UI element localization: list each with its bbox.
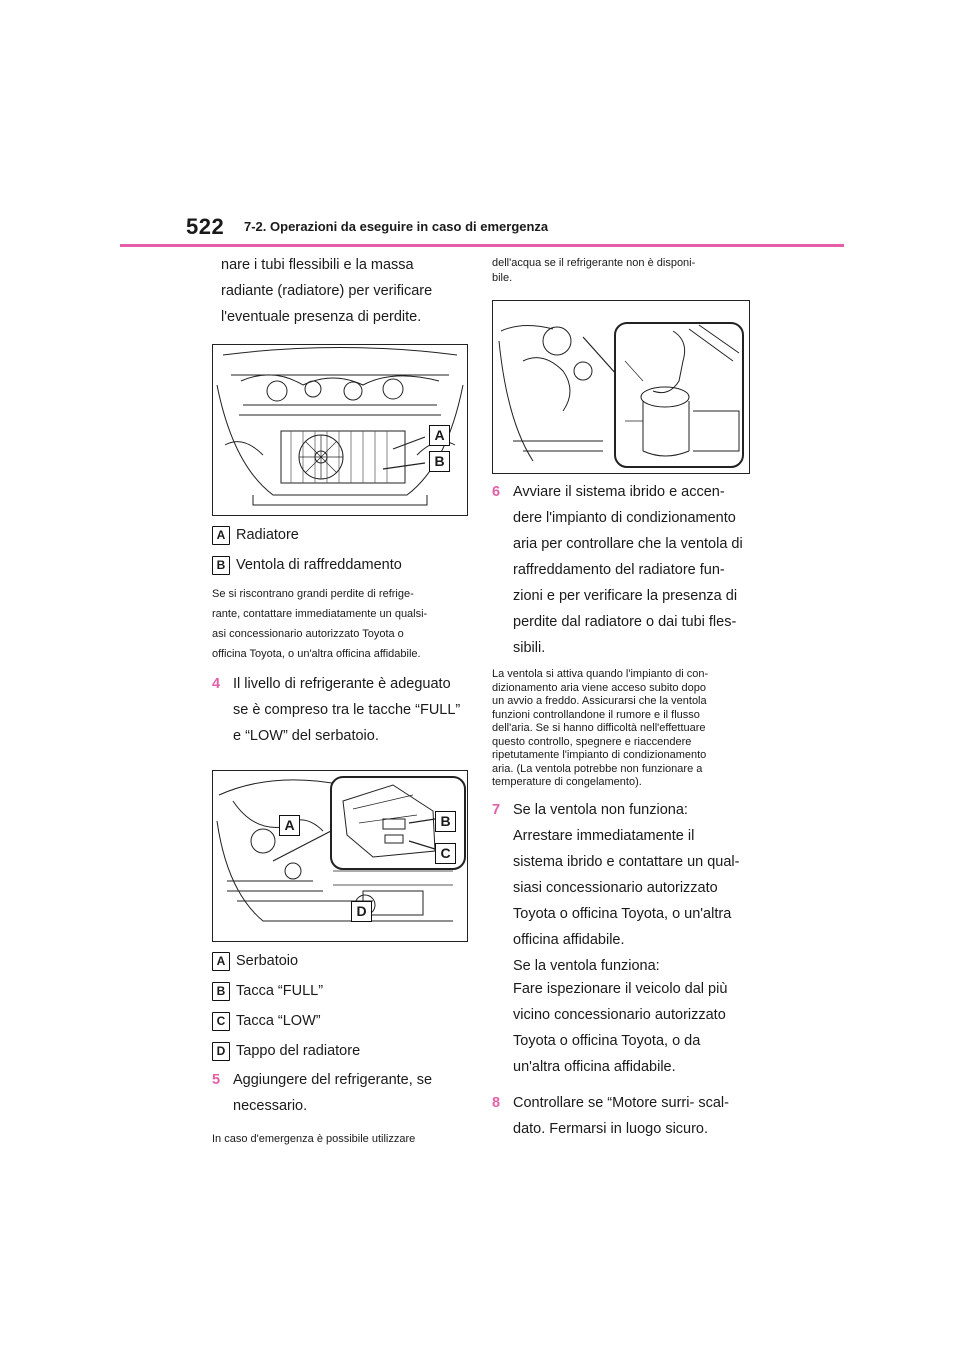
callout-a: A (279, 815, 300, 836)
note-line: ripetutamente l'impianto di condizionamento (492, 749, 707, 761)
intro-line: radiante (radiatore) per verificare (221, 283, 433, 299)
legend-text: Tappo del radiatore (236, 1043, 361, 1059)
intro-line: l'eventuale presenza di perdite. (221, 309, 422, 325)
legend-tag: B (212, 556, 230, 575)
legend-item (212, 554, 470, 576)
refill-figure (492, 300, 750, 474)
step-line: siasi concessionario autorizzato (513, 879, 718, 896)
legend-text: Ventola di raffreddamento (236, 557, 402, 573)
step-number: 6 (492, 484, 501, 500)
step-line: raffreddamento del radiatore fun- (513, 562, 725, 578)
note-line: rante, contattare immediatamente un qualsi- (212, 608, 428, 620)
note-line: asi concessionario autorizzato Toyota o (212, 628, 404, 640)
right-column (492, 252, 752, 1145)
reservoir-legend (212, 950, 470, 1062)
refill-illustration (493, 301, 749, 473)
note-line: bile. (492, 272, 513, 284)
water-note (492, 256, 752, 286)
legend-item (212, 1010, 470, 1032)
note-line: La ventola si attiva quando l'impianto di con- (492, 668, 709, 680)
legend-tag: C (212, 1012, 230, 1031)
callout-a: A (429, 425, 450, 446)
step-number: 7 (492, 801, 501, 818)
callout-c: C (435, 843, 456, 864)
legend-tag: A (212, 526, 230, 545)
step-line: officina affidabile. (513, 931, 625, 948)
note-line: questo controllo, spegnere e riaccendere (492, 735, 692, 748)
step-line: vicino concessionario autorizzato (513, 1006, 726, 1023)
step-line: Il livello di refrigerante è adeguato (233, 676, 451, 692)
step-line: Toyota o officina Toyota, o un'altra (513, 905, 732, 922)
intro-paragraph (212, 255, 470, 328)
step-line: se è compreso tra le tacche “FULL” (233, 702, 461, 718)
callout-b: B (429, 451, 450, 472)
legend-item (212, 1040, 470, 1062)
legend-text: Tacca “LOW” (236, 1013, 321, 1029)
note-line: un avvio a freddo. Assicurarsi che la ventola (492, 695, 707, 707)
left-column (212, 252, 470, 1147)
step-line: Avviare il sistema ibrido e accen- (513, 484, 725, 500)
legend-tag: D (212, 1042, 230, 1061)
radiator-figure (212, 344, 468, 516)
intro-line: nare i tubi flessibili e la massa (221, 257, 414, 273)
leak-note (212, 584, 470, 664)
step-8 (492, 1093, 752, 1145)
legend-tag: B (212, 982, 230, 1001)
step-line: Controllare se “Motore surri- scal- (513, 1094, 729, 1111)
section-title: 7-2. Operazioni da eseguire in caso di emergenza (244, 219, 549, 234)
note-line: dell'aria. Se si hanno difficoltà nell'effettuare (492, 722, 706, 734)
step-line: Toyota o officina Toyota, o da (513, 1032, 701, 1049)
step-line: Aggiungere del refrigerante, se (233, 1072, 433, 1088)
radiator-legend (212, 524, 470, 576)
legend-text: Serbatoio (236, 953, 299, 969)
legend-text: Radiatore (236, 527, 299, 543)
note-line: aria. (La ventola potrebbe non funzionare a (492, 762, 703, 775)
step-line: necessario. (233, 1098, 308, 1114)
step-number: 8 (492, 1094, 501, 1111)
step-line: Se la ventola non funziona: (513, 801, 688, 818)
page-number: 522 (186, 214, 225, 239)
step-line: sibili. (513, 640, 546, 656)
note-line: temperature di congelamento). (492, 776, 642, 788)
step-line: aria per controllare che la ventola di (513, 536, 743, 552)
step-line: sistema ibrido e contattare un qual- (513, 853, 740, 870)
legend-text: Tacca “FULL” (236, 983, 324, 999)
step-line: Fare ispezionare il veicolo dal più (513, 980, 728, 997)
reservoir-figure (212, 770, 468, 942)
step-line: dere l'impianto di condizionamento (513, 510, 736, 526)
step-line: e “LOW” del serbatoio. (233, 728, 379, 744)
note-line: funzioni controllandone il rumore e il flusso (492, 708, 700, 721)
callout-d: D (351, 901, 372, 922)
step-line: Arrestare immediatamente il (513, 827, 695, 844)
legend-item (212, 950, 470, 972)
step-line: un'altra officina affidabile. (513, 1058, 676, 1075)
step-number: 4 (212, 676, 221, 692)
step-number: 5 (212, 1072, 221, 1088)
header-rule (120, 244, 844, 247)
fan-note (492, 668, 752, 790)
step-4 (212, 674, 470, 752)
step-line: perdite dal radiatore o dai tubi fles- (513, 614, 737, 630)
step-line: dato. Fermarsi in luogo sicuro. (513, 1120, 709, 1137)
emergency-note: In caso d'emergenza è possibile utilizzare (212, 1133, 416, 1145)
step-7 (492, 800, 752, 1083)
note-line: officina Toyota, o un'altra officina affidabile. (212, 648, 421, 660)
note-line: dell'acqua se il refrigerante non è disponi- (492, 257, 696, 269)
legend-item (212, 524, 470, 546)
note-line: Se si riscontrano grandi perdite di refrige- (212, 588, 414, 600)
step-line: Se la ventola funziona: (513, 957, 660, 974)
legend-tag: A (212, 952, 230, 971)
step-6 (492, 482, 752, 664)
callout-b: B (435, 811, 456, 832)
reservoir-illustration (213, 771, 467, 941)
step-5 (212, 1070, 470, 1122)
legend-item (212, 980, 470, 1002)
note-line: dizionamento aria viene acceso subito dopo (492, 681, 707, 694)
step-line: zioni e per verificare la presenza di (513, 588, 738, 604)
